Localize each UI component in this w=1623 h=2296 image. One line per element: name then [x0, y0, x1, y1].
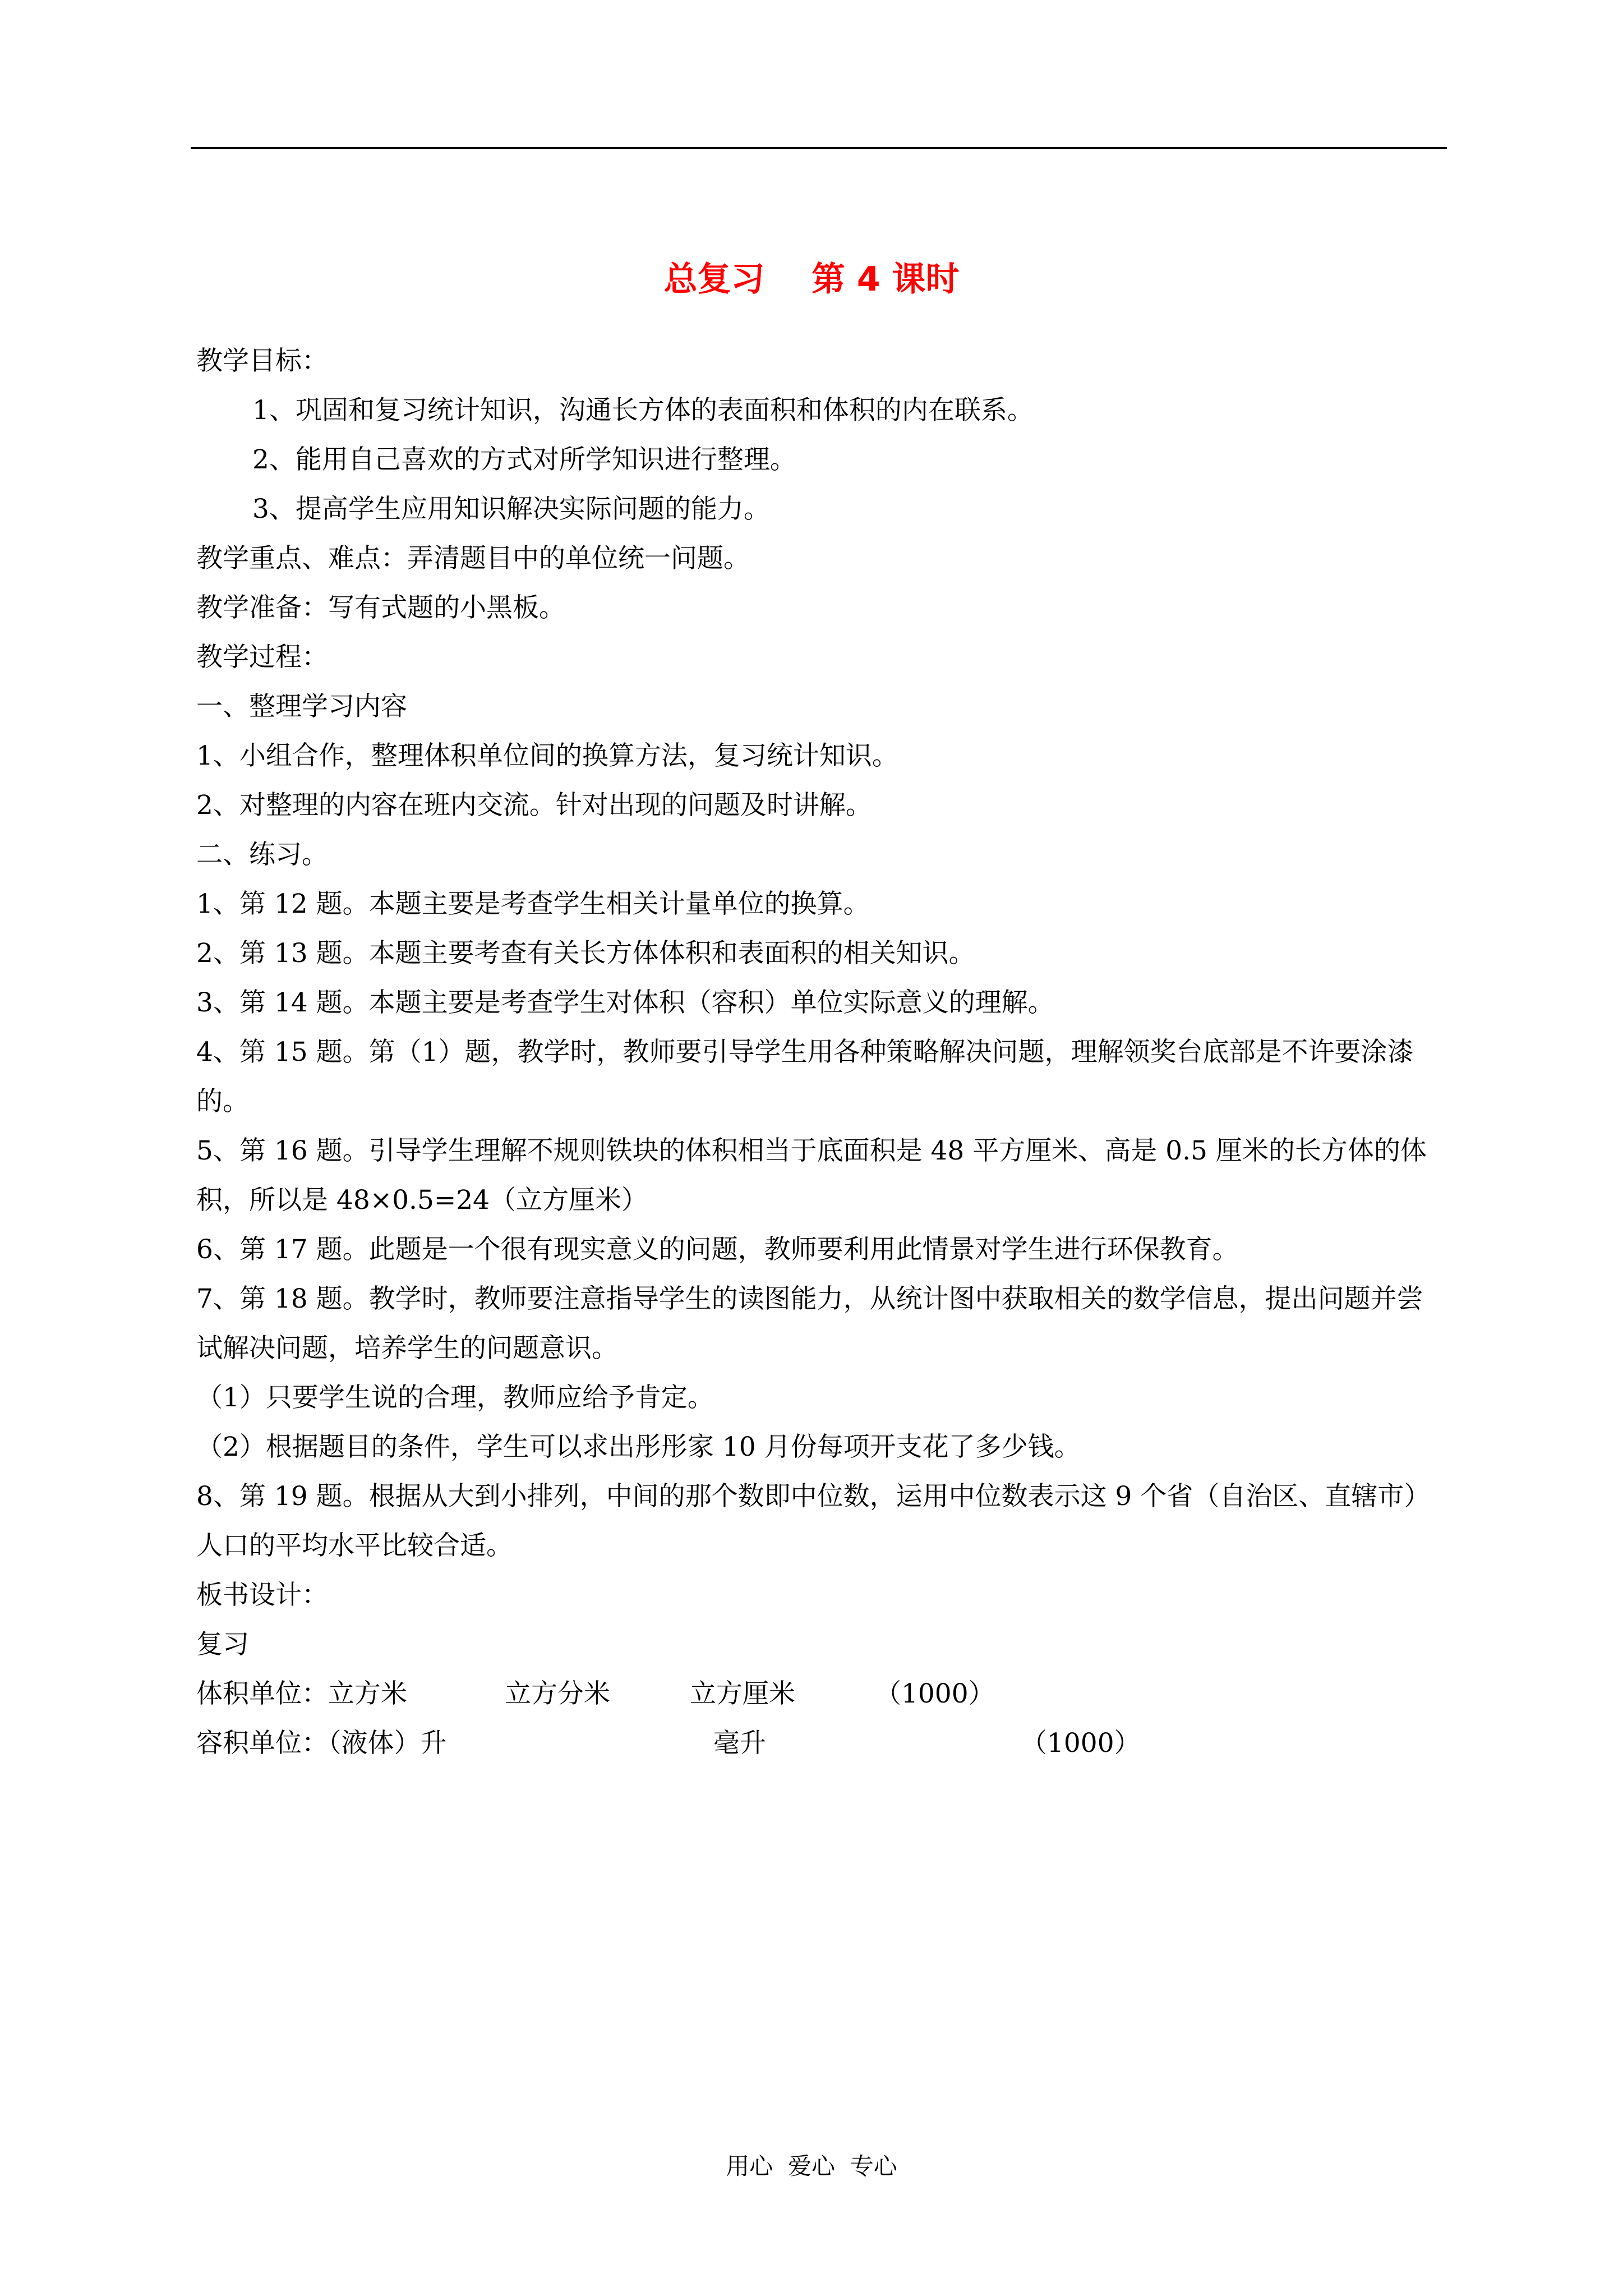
exercise-item: 5、第 16 题。引导学生理解不规则铁块的体积相当于底面积是 48 平方厘米、高是 0.5 厘米的长方体的体积，所以是 48×0.5=24（立方厘米）	[196, 1135, 1427, 1216]
exercise-item: 8、第 19 题。根据从大到小排列，中间的那个数即中位数，运用中位数表示这 9 个省（自治区、直辖市）人口的平均水平比较合适。	[196, 1481, 1431, 1561]
volume-unit-cubic-centimeter: 立方厘米	[690, 1678, 795, 1709]
process-heading: 教学过程：	[196, 642, 328, 673]
volume-unit-cubic-decimeter: 立方分米	[505, 1678, 610, 1709]
capacity-units-label: 容积单位：（液体）升	[196, 1728, 447, 1759]
board-title: 复习	[196, 1629, 249, 1660]
page-title: 总复习 第 4 课时	[663, 260, 960, 299]
key-points: 教学重点、难点：弄清题目中的单位统一问题。	[196, 543, 750, 574]
part1-heading: 一、整理学习内容	[196, 691, 407, 722]
volume-units-label: 体积单位：立方米	[196, 1678, 407, 1709]
exercise-item: 1、第 12 题。本题主要是考查学生相关计量单位的换算。	[196, 889, 870, 919]
header-rule	[191, 147, 1447, 149]
board-heading: 板书设计：	[196, 1580, 328, 1611]
capacity-units-row	[196, 1719, 1447, 1768]
part1-item: 1、小组合作，整理体积单位间的换算方法，复习统计知识。	[196, 740, 898, 771]
exercise-item: 6、第 17 题。此题是一个很有现实意义的问题，教师要利用此情景对学生进行环保教育。	[196, 1234, 1239, 1265]
goal-item: 3、提高学生应用知识解决实际问题的能力。	[252, 494, 770, 524]
volume-units-row	[196, 1669, 1447, 1719]
capacity-unit-milliliter: 毫升	[713, 1728, 766, 1759]
exercise-subitem: （1）只要学生说的合理，教师应给予肯定。	[196, 1382, 714, 1413]
document-body	[196, 337, 1447, 1768]
exercise-subitem: （2）根据题目的条件，学生可以求出彤彤家 10 月份每项开支花了多少钱。	[196, 1432, 1081, 1462]
volume-conversion-rate: （1000）	[875, 1678, 995, 1709]
exercise-item: 4、第 15 题。第（1）题，教学时，教师要引导学生用各种策略解决问题，理解领奖台底部是不许要涂漆的。	[196, 1037, 1414, 1117]
part2-heading: 二、练习。	[196, 839, 328, 870]
exercise-item: 3、第 14 题。本题主要是考查学生对体积（容积）单位实际意义的理解。	[196, 987, 1054, 1018]
goal-item: 1、巩固和复习统计知识，沟通长方体的表面积和体积的内在联系。	[252, 395, 1034, 426]
exercise-item: 2、第 13 题。本题主要考查有关长方体体积和表面积的相关知识。	[196, 938, 975, 969]
exercise-item: 7、第 18 题。教学时，教师要注意指导学生的读图能力，从统计图中获取相关的数学信息，提出问题并尝试解决问题，培养学生的问题意识。	[196, 1283, 1423, 1364]
capacity-conversion-rate: （1000）	[1021, 1728, 1141, 1759]
part1-item: 2、对整理的内容在班内交流。针对出现的问题及时讲解。	[196, 790, 872, 821]
page-footer: 用心 爱心 专心	[726, 2152, 897, 2180]
preparation: 教学准备：写有式题的小黑板。	[196, 592, 565, 623]
goals-heading: 教学目标：	[196, 346, 328, 376]
goal-item: 2、能用自己喜欢的方式对所学知识进行整理。	[252, 444, 796, 475]
